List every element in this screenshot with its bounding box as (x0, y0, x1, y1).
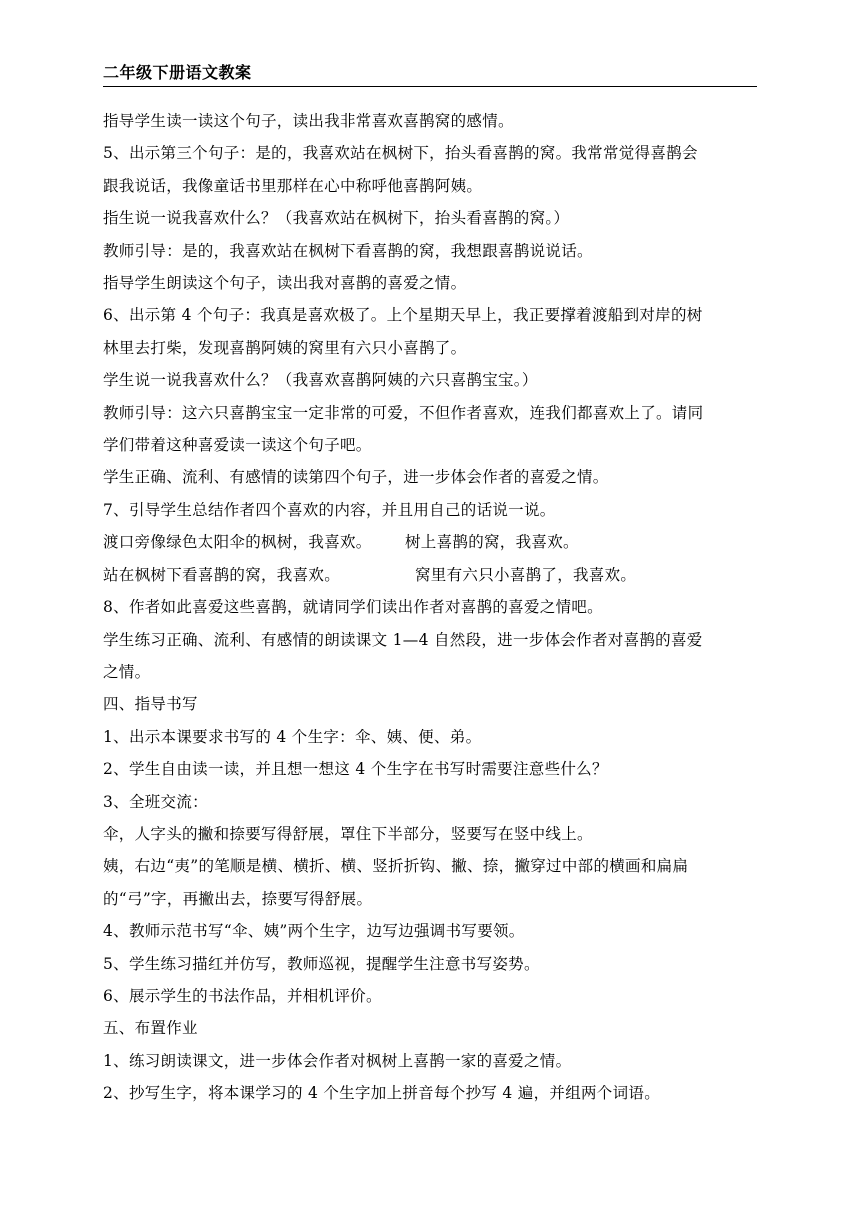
paragraph-line: 2、学生自由读一读，并且想一想这 4 个生字在书写时需要注意些什么？ (103, 760, 608, 779)
paragraph-line: 6、出示第 4 个句子：我真是喜欢极了。上个星期天早上，我正要撑着渡船到对岸的树 (103, 306, 703, 325)
paragraph-line: 1、出示本课要求书写的 4 个生字：伞、姨、便、弟。 (103, 727, 482, 746)
page-header (103, 62, 757, 87)
paragraph-line: 跟我说话，我像童话书里那样在心中称呼他喜鹊阿姨。 (103, 176, 483, 195)
paragraph-line: 指导学生朗读这个句子，读出我对喜鹊的喜爱之情。 (103, 274, 467, 293)
section-heading: 四、指导书写 (103, 695, 198, 714)
paragraph-line: 教师引导：这六只喜鹊宝宝一定非常的可爱，不但作者喜欢，连我们都喜欢上了。请同 (103, 403, 704, 422)
paragraph-line: 8、作者如此喜爱这些喜鹊，就请同学们读出作者对喜鹊的喜爱之情吧。 (103, 598, 603, 617)
summary-row (103, 526, 763, 558)
paragraph-line: 指生说一说我喜欢什么？（我喜欢站在枫树下，抬头看喜鹊的窝。） (103, 209, 570, 228)
paragraph-line: 的“弓”字，再撇出去，捺要写得舒展。 (103, 889, 373, 908)
paragraph-line: 4、教师示范书写“伞、姨”两个生字，边写边强调书写要领。 (103, 922, 525, 941)
paragraph-line: 1、练习朗读课文，进一步体会作者对枫树上喜鹊一家的喜爱之情。 (103, 1051, 572, 1070)
paragraph-line: 指导学生读一读这个句子，读出我非常喜欢喜鹊窝的感情。 (103, 112, 514, 130)
paragraph-line: 6、展示学生的书法作品，并相机评价。 (103, 986, 382, 1005)
summary-item: 站在枫树下看喜鹊的窝，我喜欢。 (103, 565, 341, 584)
summary-item: 窝里有六只小喜鹊了，我喜欢。 (415, 565, 637, 584)
summary-item: 渡口旁像绿色太阳伞的枫树，我喜欢。 (103, 533, 372, 552)
paragraph-line: 林里去打柴，发现喜鹊阿姨的窝里有六只小喜鹊了。 (103, 338, 467, 357)
summary-row (103, 559, 763, 591)
paragraph-line: 学们带着这种喜爱读一读这个句子吧。 (103, 436, 372, 455)
paragraph-line: 姨，右边“夷”的笔顺是横、横折、横、竖折折钩、撇、捺，撇穿过中部的横画和扁扁 (103, 857, 689, 876)
paragraph-line: 3、全班交流： (103, 792, 208, 811)
paragraph-line: 伞，人字头的撇和捺要写得舒展，罩住下半部分，竖要写在竖中线上。 (103, 824, 593, 843)
paragraph-line: 学生正确、流利、有感情的读第四个句子，进一步体会作者的喜爱之情。 (103, 468, 609, 487)
paragraph-line: 5、学生练习描红并仿写，教师巡视，提醒学生注意书写姿势。 (103, 954, 540, 973)
paragraph-line: 学生说一说我喜欢什么？（我喜欢喜鹊阿姨的六只喜鹊宝宝。） (103, 371, 538, 390)
paragraph-line: 之情。 (103, 662, 151, 681)
section-heading: 五、布置作业 (103, 1019, 198, 1038)
paragraph-line: 2、抄写生字，将本课学习的 4 个生字加上拼音每个抄写 4 遍，并组两个词语。 (103, 1084, 660, 1103)
summary-item: 树上喜鹊的窝，我喜欢。 (405, 533, 579, 552)
paragraph-line: 教师引导：是的，我喜欢站在枫树下看喜鹊的窝，我想跟喜鹊说说话。 (103, 241, 593, 260)
document-body (103, 105, 763, 1110)
paragraph-line: 7、引导学生总结作者四个喜欢的内容，并且用自己的话说一说。 (103, 500, 556, 519)
page-header-title: 二年级下册语文教案 (103, 63, 252, 82)
paragraph-line: 学生练习正确、流利、有感情的朗读课文 1—4 自然段，进一步体会作者对喜鹊的喜爱 (103, 630, 703, 649)
paragraph-line: 5、出示第三个句子：是的，我喜欢站在枫树下，抬头看喜鹊的窝。我常常觉得喜鹊会 (103, 144, 698, 163)
